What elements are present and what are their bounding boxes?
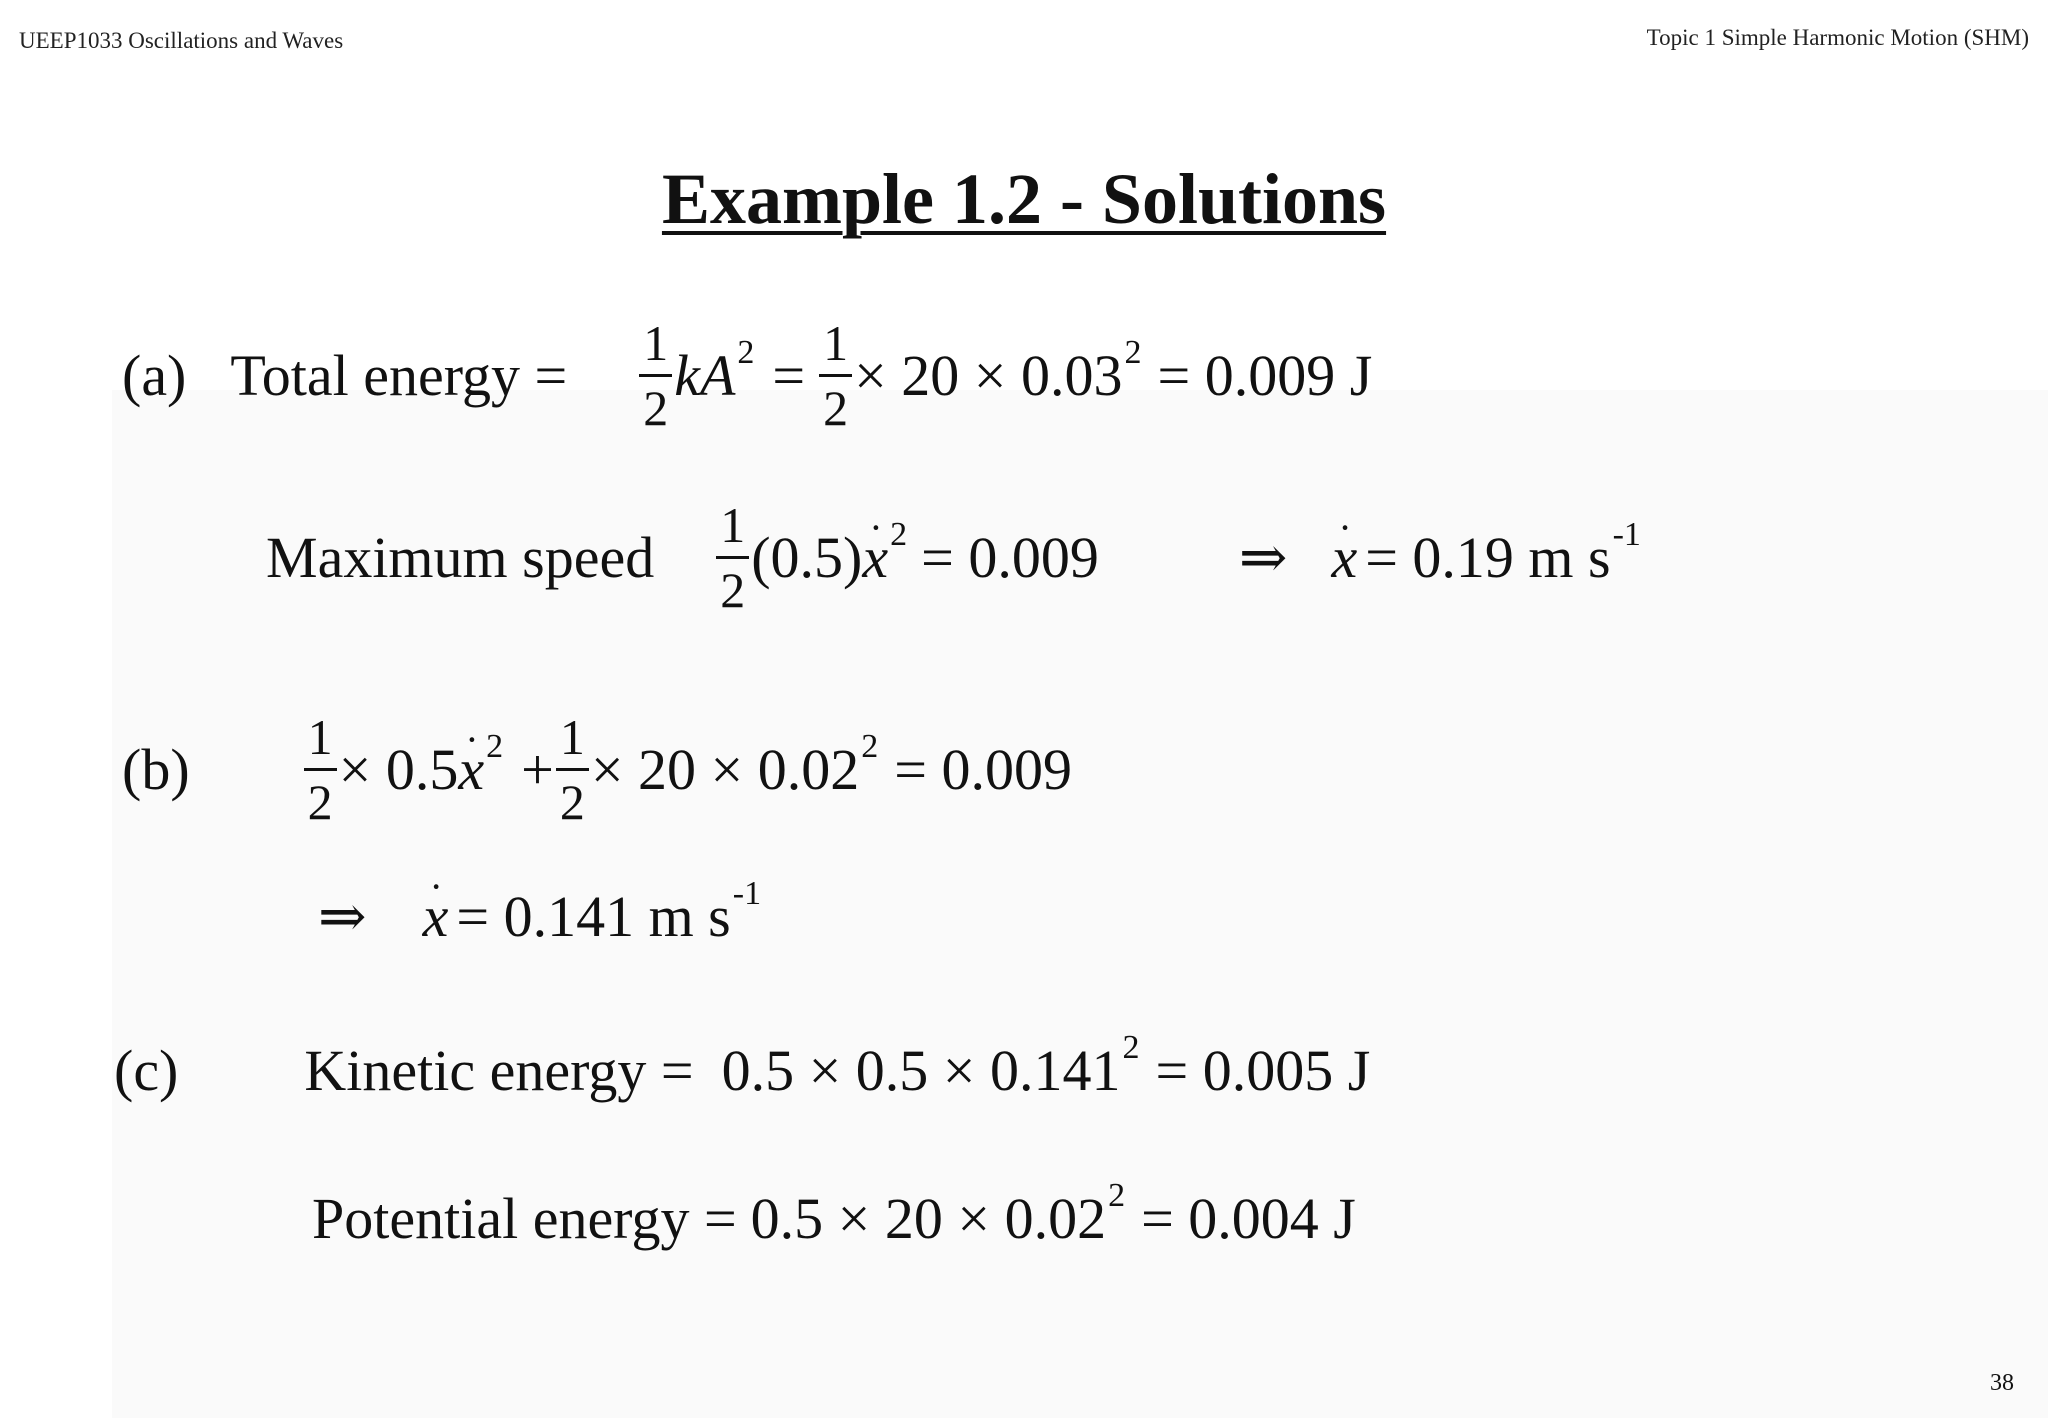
kinetic-term: × 0.5 — [338, 736, 459, 802]
course-header: UEEP1033 Oscillations and Waves — [19, 28, 344, 53]
part-b-equation — [122, 694, 1072, 844]
equals-sign: = — [772, 342, 806, 408]
page-title: Example 1.2 - Solutions — [661, 159, 1387, 239]
exponent: 2 — [1108, 1177, 1126, 1214]
part-b-label: (b) — [122, 736, 190, 802]
mass-term: (0.5) — [751, 524, 863, 590]
exponent: 2 — [1124, 334, 1142, 371]
part-a-max-speed — [266, 482, 1641, 632]
half-fraction: $\frac{1}{2}$ — [554, 712, 591, 827]
part-b-energy-value: = 0.009 — [894, 736, 1072, 802]
x-dot: x · — [1331, 524, 1357, 591]
unit-exponent: -1 — [732, 875, 762, 912]
implies-arrow: ⇒ — [1238, 525, 1288, 590]
speed-equation-value: = 0.009 — [921, 524, 1099, 590]
unit-exponent: -1 — [1612, 516, 1641, 553]
part-b-result — [318, 876, 761, 956]
kinetic-energy-label: Kinetic energy = — [304, 1037, 694, 1103]
page-number: 38 — [1990, 1370, 2014, 1396]
potential-energy-label: Potential energy = — [312, 1185, 737, 1251]
kinetic-energy-product: 0.5 × 0.5 × 0.141 — [721, 1037, 1121, 1103]
total-energy-label: Total energy = — [230, 342, 568, 408]
exponent: 2 — [1122, 1029, 1140, 1066]
x-dot: x · — [458, 736, 484, 803]
total-energy-result: = 0.009 J — [1157, 342, 1373, 408]
part-a-label: (a) — [122, 342, 187, 408]
kinetic-energy-result: = 0.005 J — [1155, 1037, 1371, 1103]
part-a-total-energy — [122, 300, 1372, 450]
energy-product: × 20 × 0.03 — [854, 342, 1123, 408]
max-speed-result: = 0.19 m s — [1365, 524, 1611, 590]
max-speed-label: Maximum speed — [266, 524, 655, 590]
exponent: 2 — [486, 728, 504, 765]
implies-arrow: ⇒ — [318, 884, 367, 949]
part-c-kinetic-energy — [114, 1030, 1370, 1110]
exponent: 2 — [737, 334, 755, 371]
part-c-label: (c) — [114, 1037, 179, 1103]
exponent: 2 — [861, 728, 879, 765]
x-dot: x · — [423, 883, 449, 950]
half-fraction: $\frac{1}{2}$ — [302, 712, 339, 827]
part-c-potential-energy — [312, 1178, 1356, 1258]
half-fraction: $\frac{1}{2}$ — [637, 318, 674, 433]
kA-term: kA — [674, 342, 736, 408]
x-dot: x · — [862, 524, 888, 591]
topic-header: Topic 1 Simple Harmonic Motion (SHM) — [1646, 25, 2029, 50]
potential-energy-result: = 0.004 J — [1141, 1185, 1356, 1251]
plus-sign: + — [521, 736, 554, 802]
potential-term: × 20 × 0.02 — [590, 736, 860, 802]
part-b-speed-result: = 0.141 m s — [456, 883, 731, 949]
half-fraction: $\frac{1}{2}$ — [817, 318, 854, 433]
half-fraction: $\frac{1}{2}$ — [714, 500, 751, 615]
exponent: 2 — [890, 516, 908, 553]
potential-energy-product: 0.5 × 20 × 0.02 — [750, 1185, 1107, 1251]
